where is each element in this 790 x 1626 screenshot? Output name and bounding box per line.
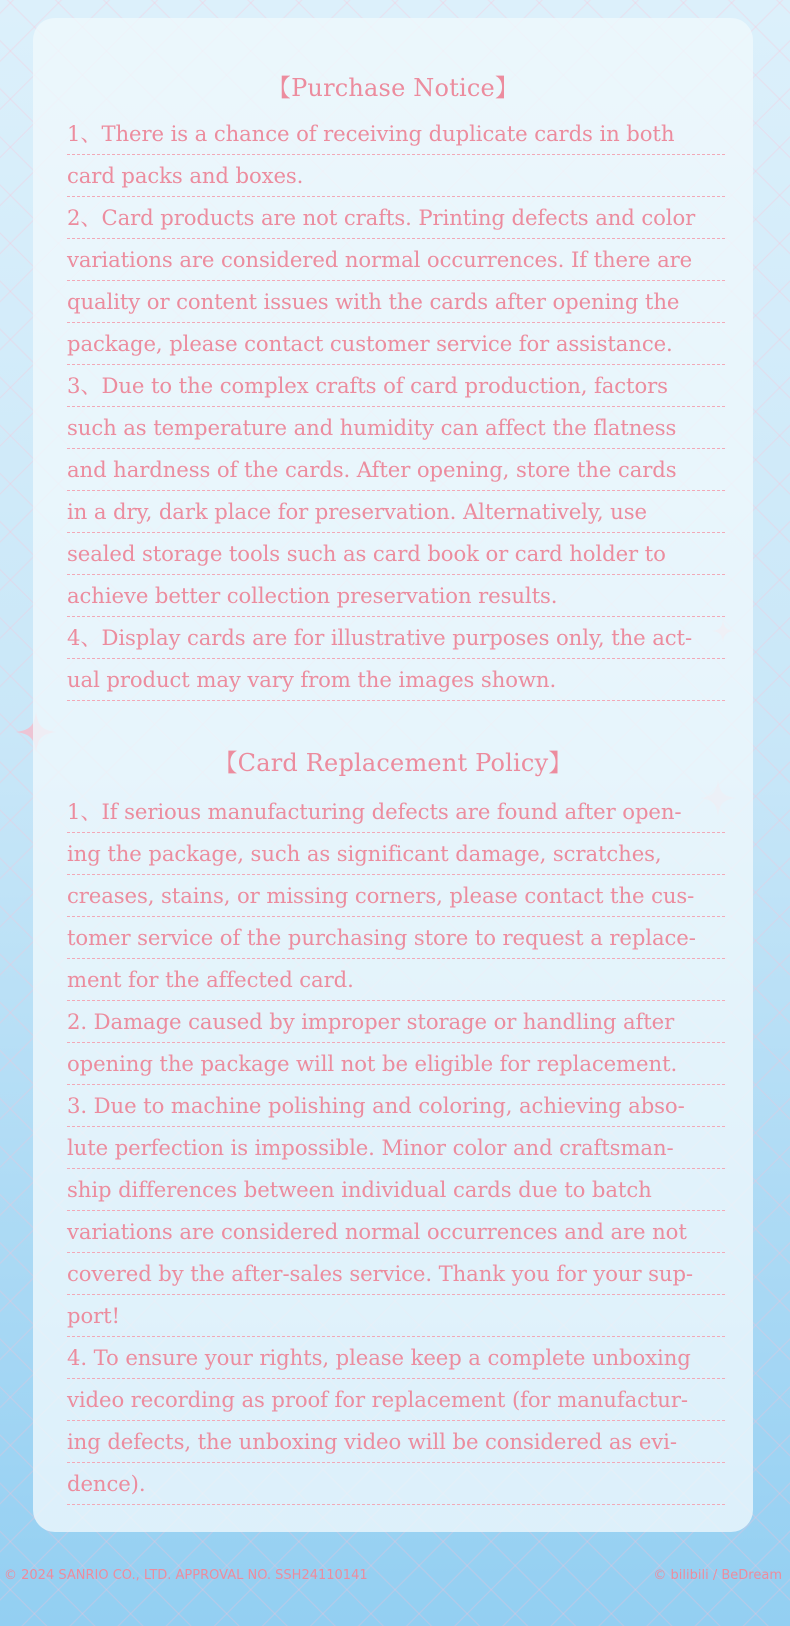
text-line: package, please contact customer service for assistance.	[67, 325, 725, 365]
text-line: creases, stains, or missing corners, please contact the cus-	[67, 877, 725, 917]
text-line: and hardness of the cards. After opening, store the cards	[67, 451, 725, 491]
text-line: such as temperature and humidity can affect the flatness	[67, 409, 725, 449]
text-line: in a dry, dark place for preservation. Alternatively, use	[67, 493, 725, 533]
text-line: video recording as proof for replacement (for manufactur-	[67, 1381, 725, 1421]
copyright-notice: © 2024 SANRIO CO., LTD. APPROVAL NO. SSH24110141	[4, 1568, 368, 1583]
text-line: 3. Due to machine polishing and coloring, achieving abso-	[67, 1087, 725, 1127]
text-line: 4. To ensure your rights, please keep a complete unboxing	[67, 1339, 725, 1379]
replacement-policy-title: 【Card Replacement Policy】	[213, 749, 573, 777]
notice-panel	[33, 18, 753, 1532]
text-line: 2. Damage caused by improper storage or handling after	[67, 1003, 725, 1043]
text-line: covered by the after-sales service. Thank you for your sup-	[67, 1255, 725, 1295]
text-line: variations are considered normal occurrences and are not	[67, 1213, 725, 1253]
text-line: dence).	[67, 1465, 725, 1505]
text-line: ual product may vary from the images shown.	[67, 661, 725, 701]
text-line: sealed storage tools such as card book or card holder to	[67, 535, 725, 575]
text-line: quality or content issues with the cards after opening the	[67, 283, 725, 323]
text-line: ship differences between individual cards due to batch	[67, 1171, 725, 1211]
text-line: port!	[67, 1297, 725, 1337]
text-line: 2、Card products are not crafts. Printing defects and color	[67, 199, 725, 239]
text-line: 4、Display cards are for illustrative purposes only, the act-	[67, 619, 725, 659]
credit-notice: © bilibili / BeDream	[653, 1568, 782, 1583]
text-line: achieve better collection preservation results.	[67, 577, 725, 617]
text-line: 3、Due to the complex crafts of card production, factors	[67, 367, 725, 407]
text-line: 1、If serious manufacturing defects are found after open-	[67, 793, 725, 833]
text-line: ment for the affected card.	[67, 961, 725, 1001]
purchase-notice-title: 【Purchase Notice】	[266, 74, 520, 102]
text-line: ing the package, such as significant damage, scratches,	[67, 835, 725, 875]
replacement-policy-body	[67, 793, 725, 1505]
text-line: ing defects, the unboxing video will be considered as evi-	[67, 1423, 725, 1463]
text-line: variations are considered normal occurrences. If there are	[67, 241, 725, 281]
purchase-notice-body	[67, 115, 725, 701]
text-line: 1、There is a chance of receiving duplicate cards in both	[67, 115, 725, 155]
text-line: tomer service of the purchasing store to request a replace-	[67, 919, 725, 959]
text-line: lute perfection is impossible. Minor color and craftsman-	[67, 1129, 725, 1169]
text-line: opening the package will not be eligible for replacement.	[67, 1045, 725, 1085]
text-line: card packs and boxes.	[67, 157, 725, 197]
